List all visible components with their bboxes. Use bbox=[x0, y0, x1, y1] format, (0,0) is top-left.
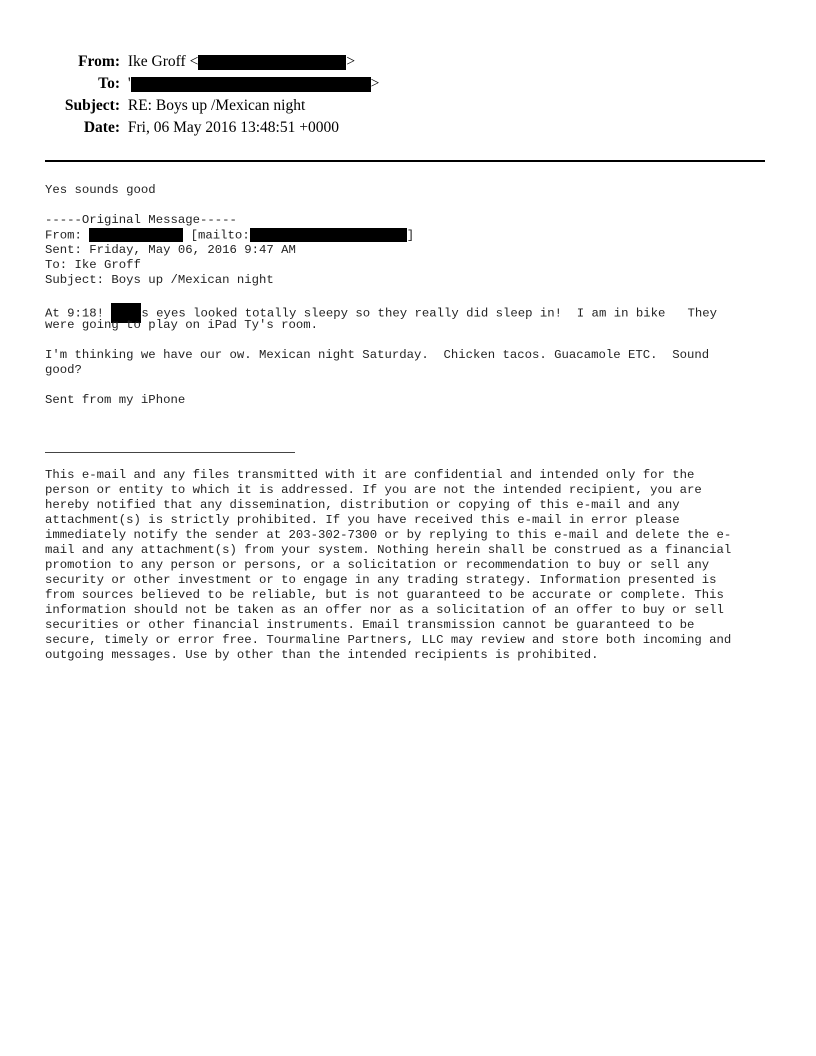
message-paragraph-2-line-1: I'm thinking we have our ow. Mexican night Saturday. Chicken tacos. Guacamole ETC. Sound bbox=[45, 348, 710, 362]
from-row bbox=[0, 51, 355, 73]
disclaimer-line: mail and any attachment(s) from your system. Nothing herein shall be construed as a financial bbox=[45, 543, 732, 557]
message-paragraph-2-line-2: good? bbox=[45, 363, 82, 377]
disclaimer-line: security or other investment or to engage in any trading strategy. Information presented is bbox=[45, 573, 717, 587]
redaction-bar bbox=[250, 228, 407, 242]
original-sent-line: Sent: Friday, May 06, 2016 9:47 AM bbox=[45, 243, 296, 257]
message-text: At 9:18! bbox=[45, 306, 112, 321]
disclaimer-line: promotion to any person or persons, or a solicitation or recommendation to buy or sell any bbox=[45, 558, 710, 572]
disclaimer-line: secure, timely or error free. Tourmaline Partners, LLC may review and store both incoming and bbox=[45, 633, 732, 647]
redaction-bar bbox=[131, 77, 371, 92]
disclaimer-line: outgoing messages. Use by other than the intended recipients is prohibited. bbox=[45, 648, 599, 662]
to-open-quote: ' bbox=[127, 75, 131, 92]
original-from-line bbox=[45, 228, 414, 243]
disclaimer-line: person or entity to which it is addressed. If you are not the intended recipient, you are bbox=[45, 483, 702, 497]
to-label: To: bbox=[98, 75, 120, 92]
original-message-header: -----Original Message----- bbox=[45, 213, 237, 227]
message-paragraph-1-line-2: were going to play on iPad Ty's room. bbox=[45, 318, 319, 332]
date-label: Date: bbox=[83, 119, 120, 136]
disclaimer-line: from sources believed to be reliable, but is not guaranteed to be accurate or complete. This bbox=[45, 588, 724, 602]
date-value: Fri, 06 May 2016 13:48:51 +0000 bbox=[127, 119, 339, 136]
subject-label: Subject: bbox=[64, 97, 120, 114]
disclaimer-line: hereby notified that any dissemination, distribution or copying of this e-mail and any bbox=[45, 498, 680, 512]
header-divider bbox=[45, 160, 765, 162]
redaction-bar bbox=[89, 228, 183, 242]
original-from-label: From: bbox=[45, 228, 90, 243]
mailto-close: ] bbox=[406, 228, 415, 243]
message-paragraph-1-line-1 bbox=[45, 303, 718, 321]
disclaimer-line: information should not be taken as an offer nor as a solicitation of an offer to buy or sell bbox=[45, 603, 724, 617]
disclaimer-line: This e-mail and any files transmitted with it are confidential and intended only for the bbox=[45, 468, 695, 482]
from-name: Ike Groff < bbox=[127, 53, 199, 70]
mailto-label: [mailto: bbox=[183, 228, 250, 243]
disclaimer-line: attachment(s) is strictly prohibited. If you have received this e-mail in error please bbox=[45, 513, 680, 527]
to-row bbox=[0, 73, 379, 95]
subject-value: RE: Boys up /Mexican night bbox=[127, 97, 306, 114]
reply-text: Yes sounds good bbox=[45, 183, 156, 197]
disclaimer-line: immediately notify the sender at 203-302-7300 or by replying to this e-mail and delete the e- bbox=[45, 528, 732, 542]
redaction-bar bbox=[198, 55, 346, 70]
from-label: From: bbox=[78, 53, 120, 70]
date-row bbox=[0, 117, 339, 139]
original-subject-line: Subject: Boys up /Mexican night bbox=[45, 273, 274, 287]
disclaimer-divider bbox=[45, 452, 295, 453]
from-close-bracket: > bbox=[346, 53, 356, 70]
subject-row bbox=[0, 95, 305, 117]
signature-line: Sent from my iPhone bbox=[45, 393, 186, 407]
message-text: s eyes looked totally sleepy so they really did sleep in! I am in bike They bbox=[141, 306, 718, 321]
to-close-bracket: > bbox=[370, 75, 380, 92]
disclaimer-line: securities or other financial instruments. Email transmission cannot be guaranteed to be bbox=[45, 618, 695, 632]
original-to-line: To: Ike Groff bbox=[45, 258, 141, 272]
